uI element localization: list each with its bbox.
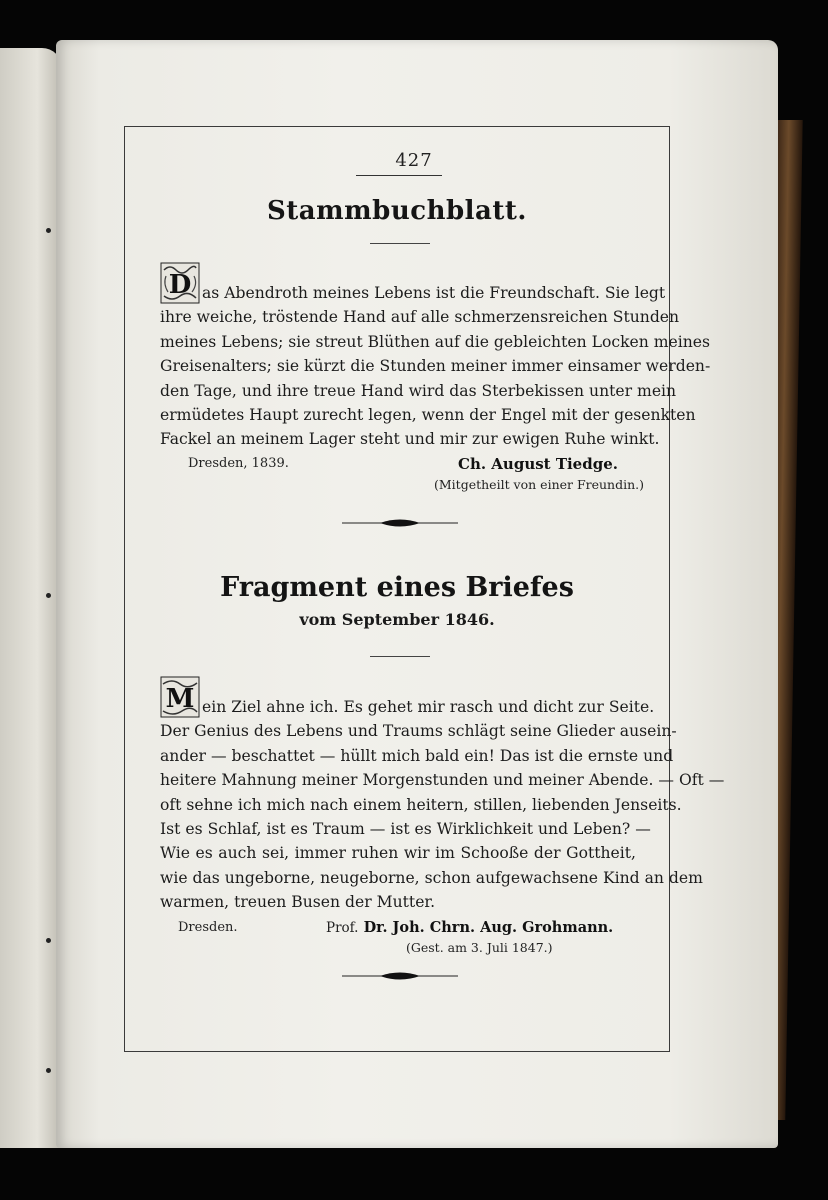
text-line: meines Lebens; sie streut Blüthen auf die gebleichten Locken meines xyxy=(160,332,711,351)
text-line: Ist es Schlaf, ist es Traum — ist es Wirklichkeit und Leben? — xyxy=(160,820,651,839)
binding-stitch xyxy=(46,228,51,233)
binding-stitch xyxy=(46,1068,51,1073)
svg-text:D: D xyxy=(168,270,192,300)
paragraph-stammbuchblatt xyxy=(160,262,711,452)
text-line: Fackel an meinem Lager steht und mir zur ewigen Ruhe winkt. xyxy=(160,430,660,449)
text-line: D as Abendroth meines Lebens ist die Freundschaft. Sie legt xyxy=(160,262,636,305)
text-line: wie das ungeborne, neugeborne, schon aufgewachsene Kind an dem xyxy=(160,868,703,887)
text-line: Greisenalters; sie kürzt die Stunden meiner immer einsamer werden- xyxy=(160,357,711,376)
text-line: Wie es auch sei, immer ruhen wir im Schooße der Gottheit, xyxy=(160,844,636,863)
text-line: den Tage, und ihre treue Hand wird das Sterbekissen unter mein xyxy=(160,381,677,400)
author-prefix: Prof. xyxy=(326,920,359,936)
svg-text:M: M xyxy=(165,684,195,714)
ornamental-dropcap-icon xyxy=(160,262,200,304)
text-line: heitere Mahnung meiner Morgenstunden und meiner Abende. — Oft — xyxy=(160,771,725,790)
author-name: Ch. August Tiedge. xyxy=(458,455,618,473)
ornamental-divider-icon xyxy=(340,516,460,530)
author-line xyxy=(326,917,613,936)
title-rule xyxy=(370,656,430,657)
page-number: 427 xyxy=(395,150,433,171)
text-line: Der Genius des Lebens und Traums schlägt seine Glieder ausein- xyxy=(160,722,677,741)
text-line: M ein Ziel ahne ich. Es gehet mir rasch und dicht zur Seite. xyxy=(160,676,636,719)
author-note: (Mitgetheilt von einer Freundin.) xyxy=(434,477,645,492)
title-rule xyxy=(370,243,430,244)
binding-stitch xyxy=(46,593,51,598)
section-title-stammbuchblatt: Stammbuchblatt. xyxy=(267,196,527,226)
paragraph-fragment xyxy=(160,676,725,915)
text-line: ander — beschattet — hüllt mich bald ein! Das ist die ernste und xyxy=(160,746,674,765)
section-subtitle-date: vom September 1846. xyxy=(299,610,495,629)
text-line: oft sehne ich mich nach einem heitern, stillen, liebenden Jenseits. xyxy=(160,795,682,814)
text-line: ermüdetes Haupt zurecht legen, wenn der Engel mit der gesenkten xyxy=(160,406,696,425)
section-title-fragment: Fragment eines Briefes xyxy=(220,572,574,603)
place-date: Dresden, 1839. xyxy=(188,456,289,471)
binding-stitch xyxy=(46,938,51,943)
left-page-edge xyxy=(0,48,62,1148)
ornamental-divider-icon xyxy=(340,969,460,983)
page-number-rule xyxy=(356,175,442,176)
text-line: ihre weiche, tröstende Hand auf alle schmerzensreichen Stunden xyxy=(160,308,680,327)
author-note: (Gest. am 3. Juli 1847.) xyxy=(406,940,553,955)
text-line: warmen, treuen Busen der Mutter. xyxy=(160,893,436,912)
ornamental-dropcap-icon xyxy=(160,676,200,718)
author-name: Dr. Joh. Chrn. Aug. Grohmann. xyxy=(363,919,614,936)
place: Dresden. xyxy=(178,920,238,935)
